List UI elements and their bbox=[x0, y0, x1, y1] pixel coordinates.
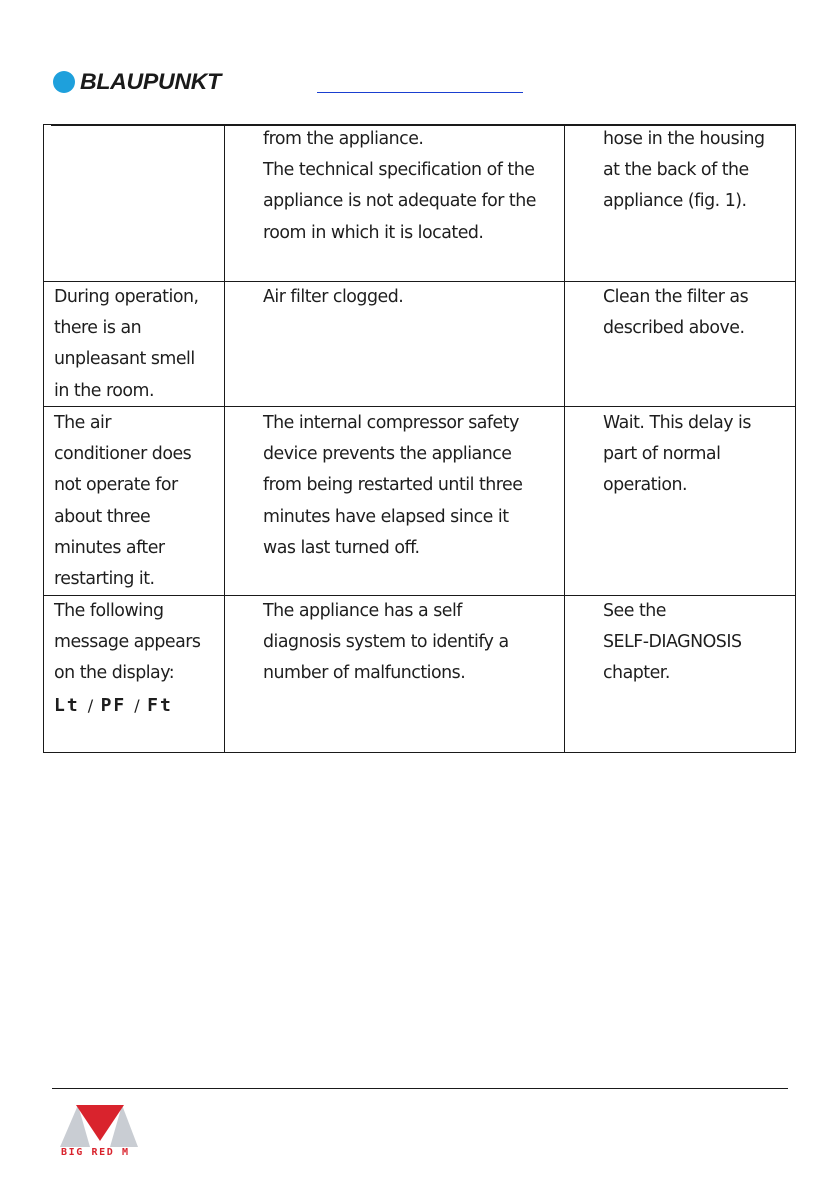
cause-line: diagnosis system to identify a bbox=[263, 632, 509, 653]
problem-line: During operation, bbox=[54, 287, 199, 307]
solution-line: operation. bbox=[603, 475, 688, 496]
problem-line: The following bbox=[54, 601, 164, 621]
solution-line: hose in the housing bbox=[603, 129, 765, 149]
cause-line: The appliance has a self bbox=[263, 601, 462, 621]
problem-line: message appears bbox=[54, 632, 201, 653]
problem-line: minutes after bbox=[54, 537, 165, 558]
troubleshooting-table bbox=[43, 124, 796, 753]
company-name: BIG RED M bbox=[61, 1147, 130, 1158]
cause-cell bbox=[263, 596, 509, 690]
cause-line: minutes have elapsed since it bbox=[263, 506, 509, 527]
cause-line: number of malfunctions. bbox=[263, 663, 466, 684]
problem-line: about three bbox=[54, 506, 151, 527]
problem-cell bbox=[54, 282, 199, 407]
solution-line: SELF-DIAGNOSIS bbox=[603, 632, 742, 653]
display-code: Ft bbox=[147, 694, 173, 716]
cause-cell bbox=[263, 408, 522, 564]
cause-line: device prevents the appliance bbox=[263, 444, 512, 465]
header-link-underline bbox=[317, 92, 523, 93]
display-code: Lt bbox=[54, 694, 80, 716]
cause-line: Air filter clogged. bbox=[263, 287, 404, 307]
brand-name: BLAUPUNKT bbox=[80, 69, 221, 94]
problem-line: conditioner does bbox=[54, 444, 192, 465]
display-code: PF bbox=[100, 694, 127, 716]
cause-cell bbox=[263, 124, 536, 249]
problem-line: restarting it. bbox=[54, 569, 155, 590]
problem-line: not operate for bbox=[54, 475, 178, 496]
problem-line: there is an bbox=[54, 318, 142, 339]
footer-rule bbox=[52, 1088, 788, 1089]
solution-line: part of normal bbox=[603, 444, 721, 465]
cause-cell bbox=[263, 282, 403, 313]
problem-cell bbox=[54, 596, 201, 722]
cause-line: The internal compressor safety bbox=[263, 413, 519, 433]
column-divider bbox=[564, 124, 565, 753]
cause-line: The technical specification of the bbox=[263, 160, 535, 181]
cause-line: from being restarted until three bbox=[263, 475, 523, 496]
solution-line: at the back of the bbox=[603, 160, 749, 181]
solution-cell bbox=[603, 408, 751, 502]
solution-line: chapter. bbox=[603, 663, 670, 684]
problem-line: The air bbox=[54, 413, 112, 433]
display-codes bbox=[54, 690, 201, 722]
problem-cell bbox=[54, 408, 191, 595]
blaupunkt-logo bbox=[53, 69, 221, 94]
solution-line: Wait. This delay is bbox=[603, 413, 751, 433]
cause-line: was last turned off. bbox=[263, 537, 420, 558]
cause-line: appliance is not adequate for the bbox=[263, 191, 536, 212]
problem-line: on the display: bbox=[54, 663, 175, 684]
cause-line: from the appliance. bbox=[263, 129, 424, 149]
problem-line: unpleasant smell bbox=[54, 349, 195, 370]
cause-line: room in which it is located. bbox=[263, 222, 484, 243]
solution-cell bbox=[603, 282, 748, 344]
solution-cell bbox=[603, 596, 742, 690]
column-divider bbox=[224, 124, 225, 753]
solution-line: See the bbox=[603, 601, 667, 621]
solution-line: appliance (fig. 1). bbox=[603, 191, 747, 212]
code-separator: / bbox=[87, 695, 93, 715]
problem-line: in the room. bbox=[54, 380, 154, 401]
solution-cell bbox=[603, 124, 765, 218]
code-separator: / bbox=[134, 695, 140, 715]
brand-dot-icon bbox=[53, 71, 75, 93]
solution-line: described above. bbox=[603, 318, 745, 339]
solution-line: Clean the filter as bbox=[603, 287, 749, 307]
